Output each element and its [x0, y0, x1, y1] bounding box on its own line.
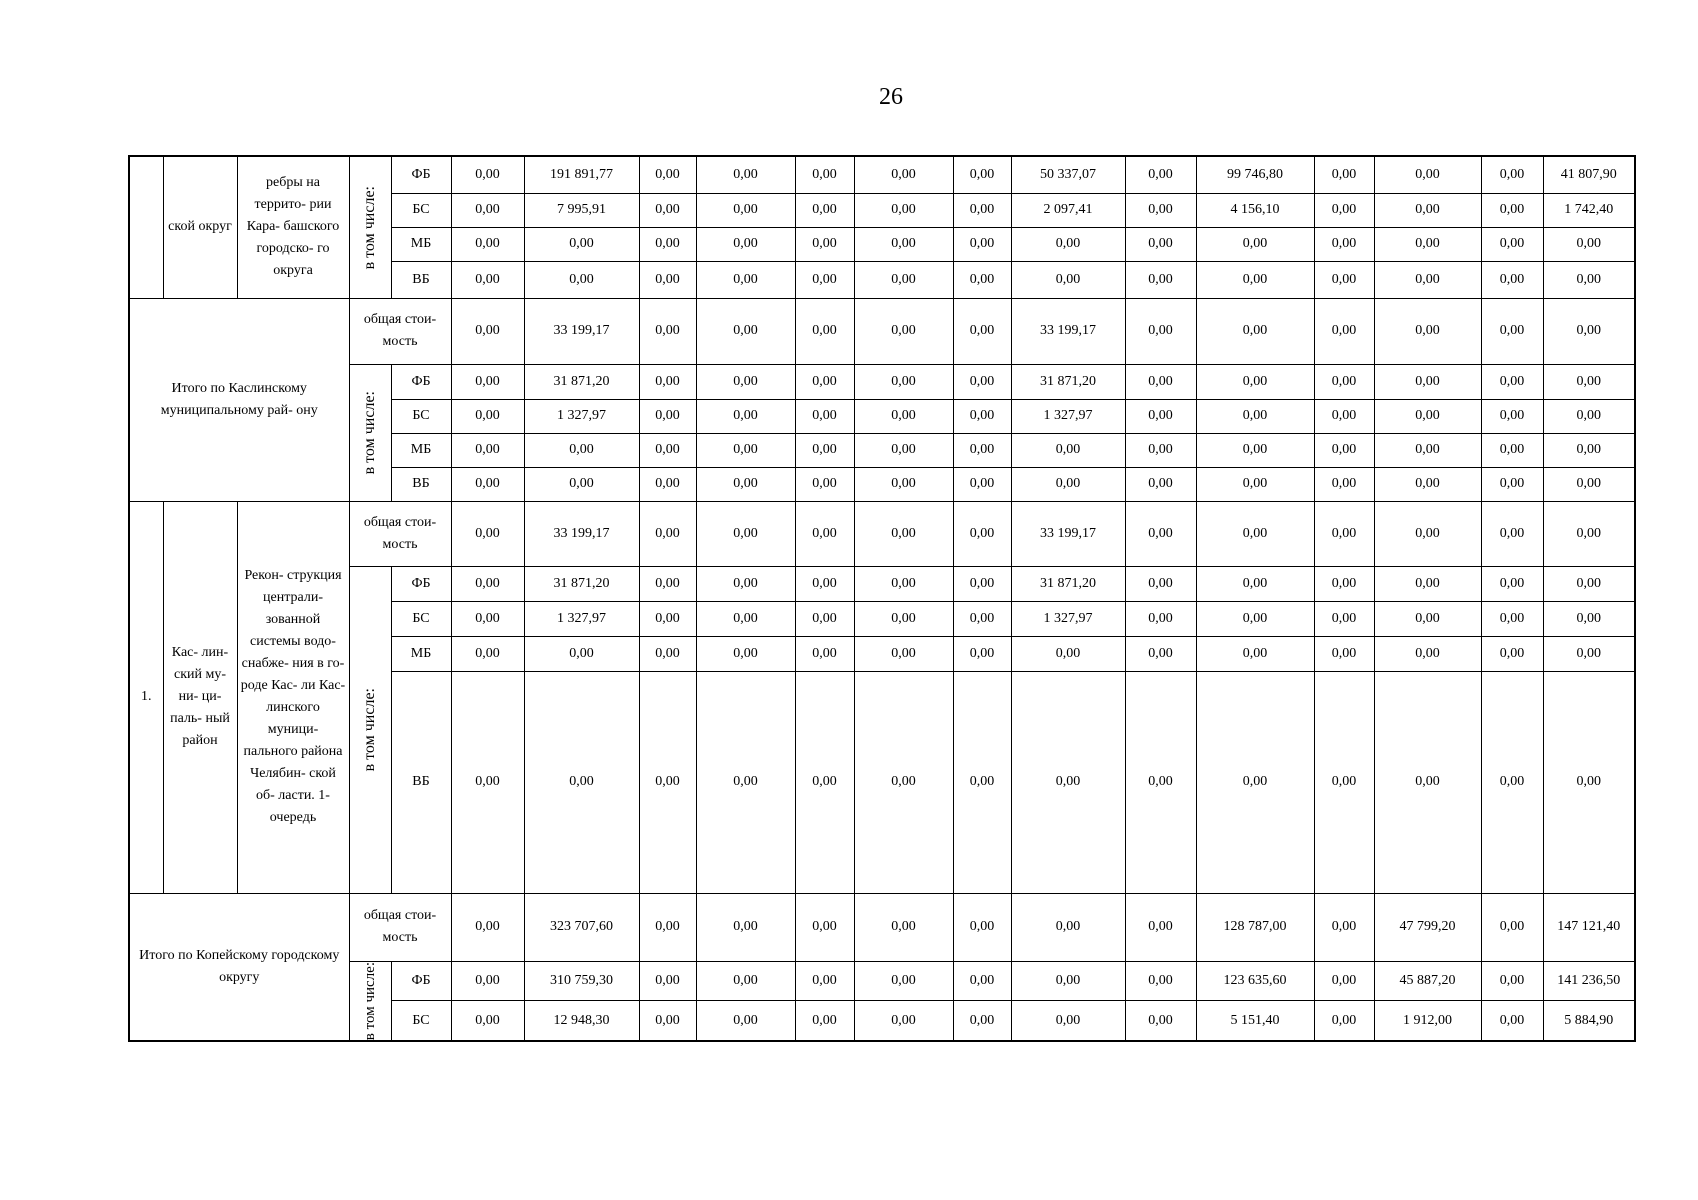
value-cell: 0,00 [696, 227, 795, 261]
value-cell: 1 912,00 [1374, 1001, 1481, 1041]
value-cell: 0,00 [1011, 961, 1125, 1001]
value-cell: 0,00 [1011, 893, 1125, 961]
value-cell: 0,00 [696, 156, 795, 193]
value-cell: 0,00 [1125, 433, 1196, 467]
value-cell: 0,00 [1011, 467, 1125, 501]
value-cell: 0,00 [1196, 601, 1314, 636]
value-cell: 0,00 [854, 671, 953, 893]
value-cell: 0,00 [639, 893, 696, 961]
source-cell: ВБ [391, 671, 451, 893]
table-row [129, 893, 1635, 961]
value-cell: 0,00 [795, 193, 854, 227]
value-cell: 7 995,91 [524, 193, 639, 227]
source-cell: ФБ [391, 961, 451, 1001]
value-cell: 5 151,40 [1196, 1001, 1314, 1041]
value-cell: 0,00 [524, 227, 639, 261]
value-cell: 4 156,10 [1196, 193, 1314, 227]
value-cell: 5 884,90 [1543, 1001, 1635, 1041]
value-cell: 0,00 [854, 193, 953, 227]
value-cell: 0,00 [1543, 433, 1635, 467]
including-text: в том числе: [361, 185, 378, 269]
total-cost-label: общая стои- мость [349, 298, 451, 364]
source-cell: БС [391, 399, 451, 433]
value-cell: 0,00 [1125, 961, 1196, 1001]
value-cell: 0,00 [1125, 601, 1196, 636]
value-cell: 0,00 [1196, 433, 1314, 467]
value-cell: 0,00 [524, 467, 639, 501]
source-cell: МБ [391, 227, 451, 261]
value-cell: 0,00 [696, 193, 795, 227]
value-cell: 0,00 [1196, 566, 1314, 601]
value-cell: 0,00 [1481, 601, 1543, 636]
value-cell: 0,00 [1196, 636, 1314, 671]
total-label: Итого по Копейскому городскому округу [129, 893, 349, 1041]
value-cell: 0,00 [639, 1001, 696, 1041]
including-label [349, 961, 391, 1041]
value-cell: 0,00 [1374, 601, 1481, 636]
value-cell: 0,00 [1125, 893, 1196, 961]
source-cell: ФБ [391, 156, 451, 193]
value-cell: 0,00 [639, 566, 696, 601]
value-cell: 50 337,07 [1011, 156, 1125, 193]
value-cell: 0,00 [1543, 261, 1635, 298]
value-cell: 0,00 [1196, 261, 1314, 298]
value-cell: 0,00 [1374, 193, 1481, 227]
value-cell: 0,00 [696, 893, 795, 961]
value-cell: 41 807,90 [1543, 156, 1635, 193]
value-cell: 0,00 [1314, 961, 1374, 1001]
value-cell: 0,00 [451, 433, 524, 467]
value-cell: 0,00 [854, 433, 953, 467]
value-cell: 0,00 [1314, 261, 1374, 298]
value-cell: 0,00 [1481, 501, 1543, 566]
value-cell: 0,00 [451, 467, 524, 501]
value-cell: 0,00 [854, 261, 953, 298]
value-cell: 0,00 [854, 961, 953, 1001]
including-label [349, 156, 391, 298]
value-cell: 0,00 [451, 893, 524, 961]
value-cell: 0,00 [1125, 227, 1196, 261]
value-cell: 1 327,97 [1011, 601, 1125, 636]
value-cell: 0,00 [795, 227, 854, 261]
value-cell: 0,00 [1543, 601, 1635, 636]
value-cell: 0,00 [524, 261, 639, 298]
source-cell: МБ [391, 636, 451, 671]
value-cell: 0,00 [1481, 893, 1543, 961]
value-cell: 0,00 [953, 961, 1011, 1001]
value-cell: 0,00 [795, 399, 854, 433]
value-cell: 0,00 [639, 961, 696, 1001]
value-cell: 0,00 [524, 433, 639, 467]
value-cell: 0,00 [524, 671, 639, 893]
value-cell: 0,00 [639, 636, 696, 671]
value-cell: 0,00 [1314, 601, 1374, 636]
value-cell: 0,00 [1125, 566, 1196, 601]
value-cell: 0,00 [1314, 193, 1374, 227]
value-cell: 0,00 [1125, 156, 1196, 193]
value-cell: 0,00 [1374, 566, 1481, 601]
table-row [129, 961, 1635, 1001]
including-label [349, 566, 391, 893]
value-cell: 0,00 [1314, 364, 1374, 399]
including-text: в том числе: [361, 687, 378, 772]
value-cell: 0,00 [1125, 364, 1196, 399]
value-cell: 0,00 [953, 298, 1011, 364]
value-cell: 0,00 [1125, 193, 1196, 227]
value-cell: 0,00 [451, 601, 524, 636]
value-cell: 0,00 [1125, 298, 1196, 364]
value-cell: 0,00 [1314, 156, 1374, 193]
value-cell: 1 327,97 [1011, 399, 1125, 433]
value-cell: 0,00 [696, 399, 795, 433]
value-cell: 1 327,97 [524, 399, 639, 433]
row-number-cell: 1. [129, 501, 163, 893]
value-cell: 0,00 [1543, 364, 1635, 399]
value-cell: 31 871,20 [524, 364, 639, 399]
value-cell: 0,00 [854, 467, 953, 501]
value-cell: 47 799,20 [1374, 893, 1481, 961]
value-cell: 0,00 [696, 501, 795, 566]
value-cell: 0,00 [1481, 467, 1543, 501]
value-cell: 0,00 [1314, 501, 1374, 566]
value-cell: 0,00 [795, 501, 854, 566]
value-cell: 0,00 [1314, 566, 1374, 601]
value-cell: 0,00 [1543, 501, 1635, 566]
value-cell: 0,00 [1481, 566, 1543, 601]
value-cell: 0,00 [451, 298, 524, 364]
source-cell: БС [391, 1001, 451, 1041]
value-cell: 191 891,77 [524, 156, 639, 193]
value-cell: 141 236,50 [1543, 961, 1635, 1001]
value-cell: 0,00 [1481, 193, 1543, 227]
value-cell: 33 199,17 [1011, 501, 1125, 566]
value-cell: 0,00 [696, 433, 795, 467]
value-cell: 0,00 [696, 671, 795, 893]
total-cost-label: общая стои- мость [349, 893, 451, 961]
value-cell: 0,00 [953, 399, 1011, 433]
value-cell: 0,00 [953, 1001, 1011, 1041]
value-cell: 0,00 [953, 501, 1011, 566]
value-cell: 0,00 [854, 156, 953, 193]
value-cell: 0,00 [451, 566, 524, 601]
value-cell: 99 746,80 [1196, 156, 1314, 193]
value-cell: 0,00 [953, 671, 1011, 893]
value-cell: 0,00 [639, 193, 696, 227]
value-cell: 0,00 [854, 601, 953, 636]
value-cell: 0,00 [1374, 298, 1481, 364]
value-cell: 0,00 [1314, 433, 1374, 467]
value-cell: 0,00 [1314, 893, 1374, 961]
including-text: в том числе: [361, 390, 378, 475]
total-label: Итого по Каслинскому муниципальному рай- ону [129, 298, 349, 501]
value-cell: 0,00 [1011, 671, 1125, 893]
value-cell: 0,00 [639, 261, 696, 298]
value-cell: 0,00 [451, 501, 524, 566]
value-cell: 0,00 [795, 566, 854, 601]
value-cell: 0,00 [953, 433, 1011, 467]
value-cell: 0,00 [1125, 671, 1196, 893]
value-cell: 0,00 [639, 227, 696, 261]
value-cell: 0,00 [1011, 636, 1125, 671]
value-cell: 0,00 [639, 298, 696, 364]
value-cell: 0,00 [953, 364, 1011, 399]
value-cell: 0,00 [1196, 364, 1314, 399]
value-cell: 0,00 [451, 227, 524, 261]
value-cell: 0,00 [696, 1001, 795, 1041]
value-cell: 0,00 [854, 893, 953, 961]
page-number: 26 [879, 84, 903, 110]
value-cell: 147 121,40 [1543, 893, 1635, 961]
value-cell: 0,00 [953, 261, 1011, 298]
value-cell: 0,00 [1481, 671, 1543, 893]
value-cell: 0,00 [1374, 433, 1481, 467]
value-cell: 0,00 [1481, 961, 1543, 1001]
value-cell: 0,00 [1481, 399, 1543, 433]
value-cell: 0,00 [696, 961, 795, 1001]
source-cell: ВБ [391, 467, 451, 501]
table-row [129, 501, 1635, 566]
value-cell: 2 097,41 [1011, 193, 1125, 227]
value-cell: 0,00 [639, 467, 696, 501]
value-cell: 12 948,30 [524, 1001, 639, 1041]
municipality-cell: Кас- лин- ский му- ни- ци- паль- ный район [163, 501, 237, 893]
value-cell: 0,00 [451, 193, 524, 227]
value-cell: 0,00 [854, 1001, 953, 1041]
project-cell: ребры на террито- рии Кара- башского городско- го округа [237, 156, 349, 298]
value-cell: 0,00 [451, 364, 524, 399]
value-cell: 0,00 [953, 893, 1011, 961]
value-cell: 0,00 [854, 566, 953, 601]
value-cell: 0,00 [1125, 1001, 1196, 1041]
value-cell: 0,00 [639, 501, 696, 566]
value-cell: 0,00 [696, 636, 795, 671]
value-cell: 33 199,17 [524, 501, 639, 566]
value-cell: 0,00 [1011, 1001, 1125, 1041]
value-cell: 0,00 [696, 467, 795, 501]
value-cell: 0,00 [795, 298, 854, 364]
value-cell: 0,00 [639, 601, 696, 636]
value-cell: 0,00 [1374, 501, 1481, 566]
value-cell: 0,00 [1011, 227, 1125, 261]
value-cell: 0,00 [854, 227, 953, 261]
value-cell: 0,00 [1196, 399, 1314, 433]
value-cell: 0,00 [1196, 298, 1314, 364]
value-cell: 0,00 [1011, 261, 1125, 298]
value-cell: 0,00 [1543, 399, 1635, 433]
value-cell: 0,00 [451, 399, 524, 433]
value-cell: 0,00 [1374, 156, 1481, 193]
value-cell: 0,00 [1125, 636, 1196, 671]
value-cell: 0,00 [1374, 671, 1481, 893]
source-cell: ФБ [391, 566, 451, 601]
value-cell: 0,00 [451, 156, 524, 193]
value-cell: 0,00 [1125, 467, 1196, 501]
source-cell: ВБ [391, 261, 451, 298]
value-cell: 0,00 [854, 501, 953, 566]
value-cell: 0,00 [1374, 399, 1481, 433]
value-cell: 1 327,97 [524, 601, 639, 636]
value-cell: 33 199,17 [1011, 298, 1125, 364]
value-cell: 0,00 [795, 961, 854, 1001]
value-cell: 45 887,20 [1374, 961, 1481, 1001]
value-cell: 0,00 [1314, 1001, 1374, 1041]
including-label [349, 364, 391, 501]
value-cell: 31 871,20 [524, 566, 639, 601]
table-row [129, 298, 1635, 364]
value-cell: 128 787,00 [1196, 893, 1314, 961]
value-cell: 0,00 [854, 364, 953, 399]
value-cell: 0,00 [1314, 467, 1374, 501]
value-cell: 0,00 [854, 399, 953, 433]
row-number-cell [129, 156, 163, 298]
value-cell: 33 199,17 [524, 298, 639, 364]
source-cell: БС [391, 601, 451, 636]
value-cell: 0,00 [1481, 261, 1543, 298]
value-cell: 0,00 [639, 156, 696, 193]
value-cell: 0,00 [795, 671, 854, 893]
value-cell: 0,00 [451, 636, 524, 671]
value-cell: 0,00 [451, 961, 524, 1001]
value-cell: 0,00 [953, 227, 1011, 261]
value-cell: 0,00 [1374, 227, 1481, 261]
budget-table [128, 155, 1636, 1042]
value-cell: 123 635,60 [1196, 961, 1314, 1001]
source-cell: БС [391, 193, 451, 227]
value-cell: 0,00 [639, 399, 696, 433]
value-cell: 0,00 [639, 364, 696, 399]
value-cell: 0,00 [1481, 433, 1543, 467]
value-cell: 0,00 [1314, 227, 1374, 261]
value-cell: 0,00 [639, 433, 696, 467]
value-cell: 0,00 [696, 261, 795, 298]
value-cell: 0,00 [1374, 636, 1481, 671]
value-cell: 323 707,60 [524, 893, 639, 961]
value-cell: 0,00 [1314, 399, 1374, 433]
value-cell: 0,00 [451, 671, 524, 893]
value-cell: 0,00 [795, 433, 854, 467]
value-cell: 0,00 [696, 566, 795, 601]
value-cell: 0,00 [1125, 399, 1196, 433]
value-cell: 0,00 [795, 893, 854, 961]
value-cell: 0,00 [854, 298, 953, 364]
value-cell: 0,00 [1125, 501, 1196, 566]
value-cell: 0,00 [451, 1001, 524, 1041]
value-cell: 0,00 [1196, 501, 1314, 566]
value-cell: 0,00 [1481, 298, 1543, 364]
value-cell: 0,00 [1481, 364, 1543, 399]
value-cell: 0,00 [1196, 227, 1314, 261]
value-cell: 0,00 [1196, 671, 1314, 893]
value-cell: 0,00 [953, 156, 1011, 193]
source-cell: МБ [391, 433, 451, 467]
value-cell: 0,00 [795, 156, 854, 193]
value-cell: 0,00 [524, 636, 639, 671]
value-cell: 0,00 [639, 671, 696, 893]
value-cell: 0,00 [953, 193, 1011, 227]
value-cell: 31 871,20 [1011, 364, 1125, 399]
value-cell: 1 742,40 [1543, 193, 1635, 227]
value-cell: 310 759,30 [524, 961, 639, 1001]
value-cell: 0,00 [795, 1001, 854, 1041]
table-row [129, 156, 1635, 193]
value-cell: 31 871,20 [1011, 566, 1125, 601]
value-cell: 0,00 [953, 601, 1011, 636]
value-cell: 0,00 [696, 364, 795, 399]
value-cell: 0,00 [953, 566, 1011, 601]
value-cell: 0,00 [1374, 261, 1481, 298]
value-cell: 0,00 [795, 467, 854, 501]
value-cell: 0,00 [795, 636, 854, 671]
value-cell: 0,00 [1543, 636, 1635, 671]
value-cell: 0,00 [795, 601, 854, 636]
value-cell: 0,00 [1481, 636, 1543, 671]
value-cell: 0,00 [1481, 227, 1543, 261]
value-cell: 0,00 [696, 298, 795, 364]
total-cost-label: общая стои- мость [349, 501, 451, 566]
project-cell: Рекон- струкция централи- зованной системы водо- снабже- ния в го- роде Кас- ли Кас- линского муници- пального района Челябин- ской об- ласти. 1- очередь [237, 501, 349, 893]
value-cell: 0,00 [953, 636, 1011, 671]
value-cell: 0,00 [1481, 156, 1543, 193]
including-text: в том числе: [361, 961, 378, 1040]
value-cell: 0,00 [1543, 298, 1635, 364]
value-cell: 0,00 [451, 261, 524, 298]
value-cell: 0,00 [1196, 467, 1314, 501]
value-cell: 0,00 [1314, 636, 1374, 671]
value-cell: 0,00 [1125, 261, 1196, 298]
value-cell: 0,00 [1374, 364, 1481, 399]
value-cell: 0,00 [1543, 227, 1635, 261]
value-cell: 0,00 [1543, 566, 1635, 601]
municipality-cell: ской округ [163, 156, 237, 298]
value-cell: 0,00 [795, 364, 854, 399]
value-cell: 0,00 [1543, 671, 1635, 893]
value-cell: 0,00 [1314, 298, 1374, 364]
table-row [129, 364, 1635, 399]
value-cell: 0,00 [1314, 671, 1374, 893]
value-cell: 0,00 [696, 601, 795, 636]
value-cell: 0,00 [953, 467, 1011, 501]
source-cell: ФБ [391, 364, 451, 399]
value-cell: 0,00 [795, 261, 854, 298]
value-cell: 0,00 [1011, 433, 1125, 467]
value-cell: 0,00 [854, 636, 953, 671]
value-cell: 0,00 [1481, 1001, 1543, 1041]
value-cell: 0,00 [1543, 467, 1635, 501]
value-cell: 0,00 [1374, 467, 1481, 501]
table-row [129, 566, 1635, 601]
table-body [129, 156, 1635, 1041]
